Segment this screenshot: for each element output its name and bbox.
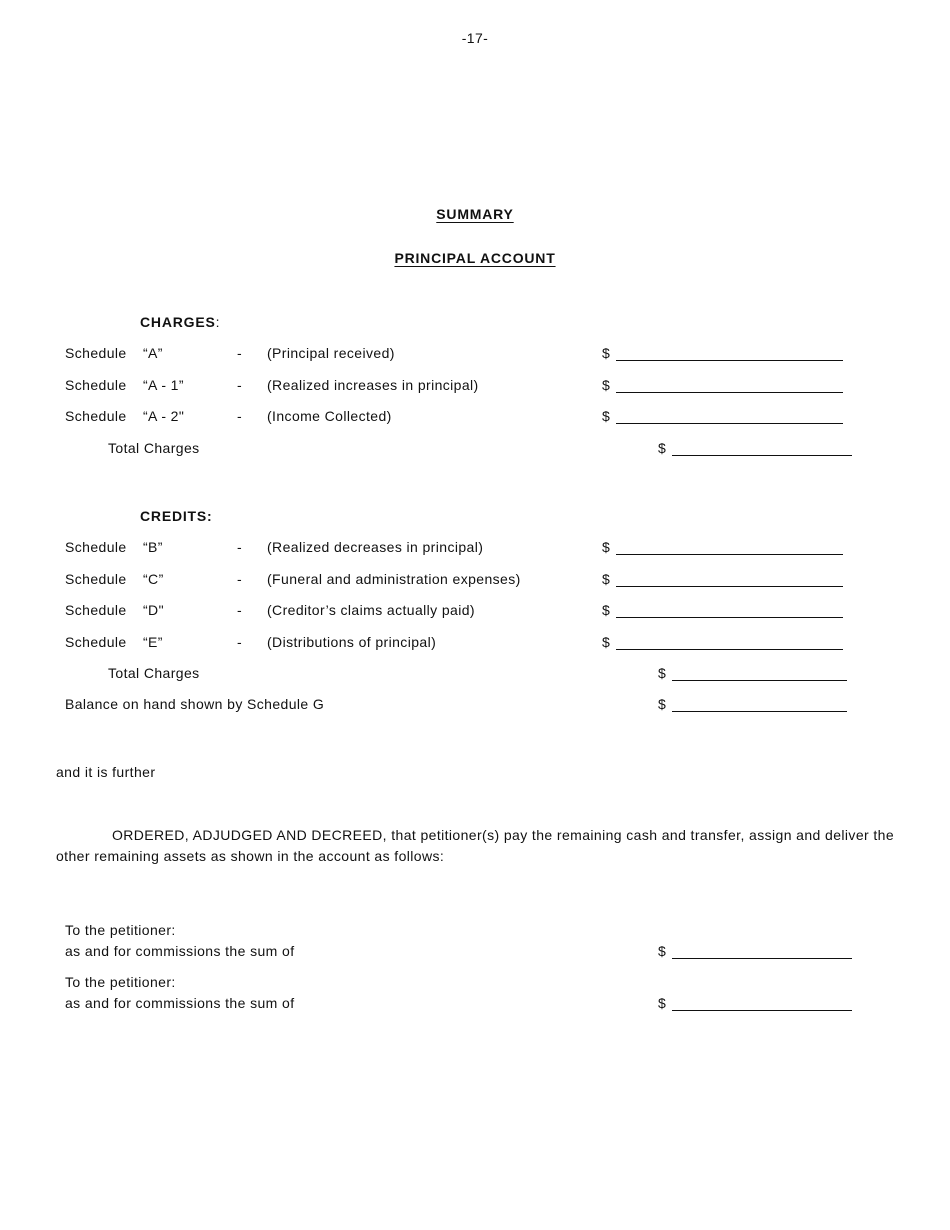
amount-blank-line[interactable]	[616, 423, 843, 424]
credits-row-code: “D"	[143, 602, 164, 618]
payment-line2: as and for commissions the sum of	[65, 995, 295, 1011]
dollar-sign: $	[602, 571, 611, 587]
payment-line2: as and for commissions the sum of	[65, 943, 295, 959]
credits-row-dash: -	[237, 602, 243, 618]
payment-line1: To the petitioner:	[65, 974, 176, 990]
principal-account-title	[0, 250, 950, 266]
balance-blank-line[interactable]	[672, 711, 847, 712]
dollar-sign: $	[658, 995, 667, 1011]
amount-blank-line[interactable]	[616, 649, 843, 650]
credits-row-dash: -	[237, 634, 243, 650]
principal-account-title-text: PRINCIPAL ACCOUNT	[394, 250, 556, 266]
amount-blank-line[interactable]	[616, 360, 843, 361]
summary-title	[0, 206, 950, 222]
balance-label: Balance on hand shown by Schedule G	[65, 696, 325, 712]
charges-row-code: “A”	[143, 345, 163, 361]
dollar-sign: $	[658, 696, 667, 712]
dollar-sign: $	[658, 665, 667, 681]
dollar-sign: $	[658, 943, 667, 959]
charges-row-dash: -	[237, 408, 243, 424]
dollar-sign: $	[602, 539, 611, 555]
further-text: and it is further	[56, 764, 156, 780]
charges-row-description: (Income Collected)	[267, 408, 392, 424]
total-blank-line[interactable]	[672, 455, 852, 456]
charges-total-label: Total Charges	[108, 440, 200, 456]
amount-blank-line[interactable]	[616, 554, 843, 555]
credits-row-schedule: Schedule	[65, 634, 127, 650]
charges-row-dash: -	[237, 345, 243, 361]
payment-blank-line[interactable]	[672, 958, 852, 959]
credits-row-description: (Realized decreases in principal)	[267, 539, 484, 555]
page-number: -17-	[461, 30, 489, 46]
dollar-sign: $	[602, 634, 611, 650]
charges-heading-suffix: :	[215, 314, 220, 330]
charges-row-schedule: Schedule	[65, 345, 127, 361]
dollar-sign: $	[658, 440, 667, 456]
charges-row-schedule: Schedule	[65, 408, 127, 424]
payment-blank-line[interactable]	[672, 1010, 852, 1011]
credits-row-schedule: Schedule	[65, 539, 127, 555]
credits-row-schedule: Schedule	[65, 571, 127, 587]
summary-title-text: SUMMARY	[436, 206, 514, 222]
dollar-sign: $	[602, 408, 611, 424]
amount-blank-line[interactable]	[616, 392, 843, 393]
charges-heading	[140, 314, 220, 330]
credits-row-code: “C”	[143, 571, 164, 587]
dollar-sign: $	[602, 602, 611, 618]
credits-total-label: Total Charges	[108, 665, 200, 681]
amount-blank-line[interactable]	[616, 586, 843, 587]
credits-row-code: “B”	[143, 539, 163, 555]
charges-row-description: (Principal received)	[267, 345, 395, 361]
charges-row-schedule: Schedule	[65, 377, 127, 393]
charges-heading-text: CHARGES	[140, 314, 216, 330]
charges-row-code: “A - 2"	[143, 408, 185, 424]
total-blank-line[interactable]	[672, 680, 847, 681]
credits-row-dash: -	[237, 571, 243, 587]
payment-line1: To the petitioner:	[65, 922, 176, 938]
credits-row-description: (Distributions of principal)	[267, 634, 437, 650]
credits-heading: CREDITS:	[140, 508, 213, 524]
charges-row-code: “A - 1”	[143, 377, 184, 393]
credits-row-code: “E”	[143, 634, 163, 650]
credits-row-description: (Funeral and administration expenses)	[267, 571, 521, 587]
credits-row-description: (Creditor’s claims actually paid)	[267, 602, 475, 618]
credits-row-schedule: Schedule	[65, 602, 127, 618]
ordered-paragraph: ORDERED, ADJUDGED AND DECREED, that petitioner(s) pay the remaining cash and transfer, assign and deliver the other remaining assets as shown in the account as follows:	[56, 827, 895, 864]
dollar-sign: $	[602, 345, 611, 361]
charges-row-description: (Realized increases in principal)	[267, 377, 479, 393]
amount-blank-line[interactable]	[616, 617, 843, 618]
credits-row-dash: -	[237, 539, 243, 555]
charges-row-dash: -	[237, 377, 243, 393]
dollar-sign: $	[602, 377, 611, 393]
